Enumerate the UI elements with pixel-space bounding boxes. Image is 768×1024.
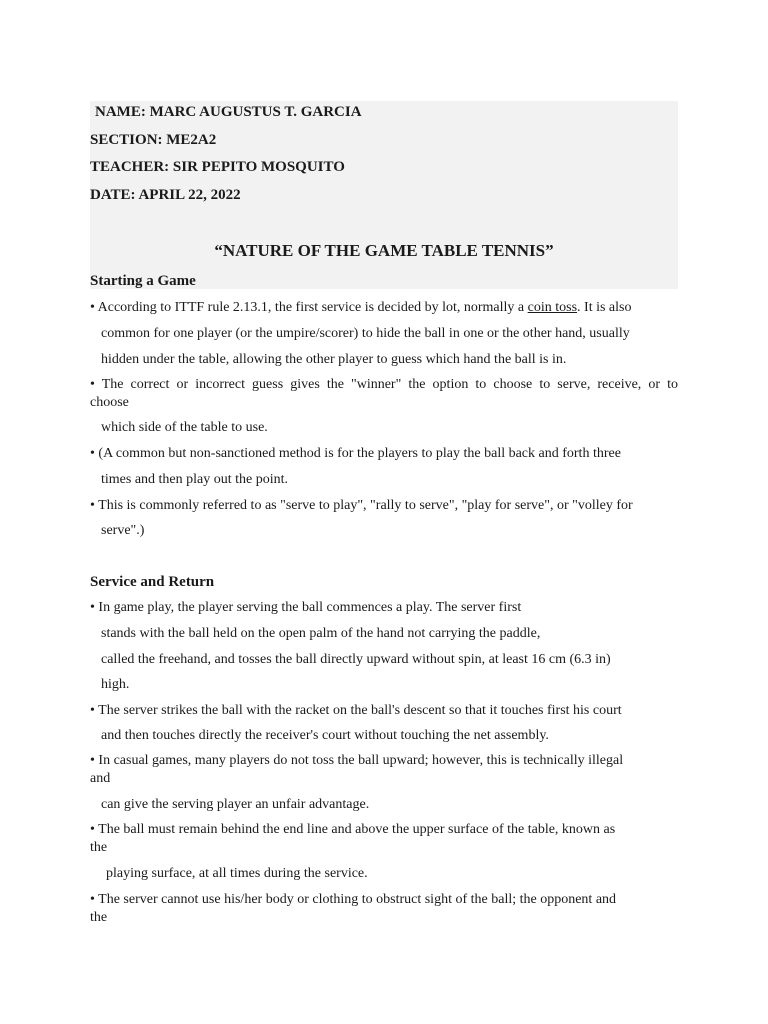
service-bullet-1-line-4: high. <box>101 677 130 692</box>
student-name: NAME: MARC AUGUSTUS T. GARCIA <box>95 104 362 120</box>
service-bullet-1-line-3: called the freehand, and tosses the ball directly upward without spin, at least 16 cm (6.3 in) <box>101 652 611 667</box>
starting-bullet-1-text-end: . It is also <box>577 300 632 315</box>
starting-bullet-2-line-2: choose <box>90 395 129 410</box>
starting-bullet-3: • (A common but non-sanctioned method is for the players to play the ball back and forth three <box>90 446 621 461</box>
starting-bullet-1-line-3: hidden under the table, allowing the other player to guess which hand the ball is in. <box>101 352 567 367</box>
starting-bullet-3-line-2: times and then play out the point. <box>101 472 289 487</box>
section-heading-starting: Starting a Game <box>90 273 196 289</box>
service-bullet-4-line-2: the <box>90 840 108 855</box>
document-title: “NATURE OF THE GAME TABLE TENNIS” <box>214 241 554 260</box>
submission-date: DATE: APRIL 22, 2022 <box>90 187 241 203</box>
starting-bullet-1-text: • According to ITTF rule 2.13.1, the first service is decided by lot, normally a <box>90 300 528 315</box>
starting-bullet-2-line-3: which side of the table to use. <box>101 420 268 435</box>
service-bullet-2-line-2: and then touches directly the receiver's court without touching the net assembly. <box>101 728 549 743</box>
service-bullet-3-line-2: and <box>90 771 111 786</box>
starting-bullet-1-line-2: common for one player (or the umpire/scorer) to hide the ball in one or the other hand, usually <box>101 326 630 341</box>
service-bullet-2: • The server strikes the ball with the racket on the ball's descent so that it touches first his court <box>90 703 622 718</box>
starting-bullet-2: • The correct or incorrect guess gives the "winner" the option to choose to serve, receive, or to <box>90 377 678 392</box>
service-bullet-1-line-2: stands with the ball held on the open palm of the hand not carrying the paddle, <box>101 626 541 641</box>
coin-toss-link[interactable]: coin toss <box>527 300 578 315</box>
service-bullet-3: • In casual games, many players do not toss the ball upward; however, this is technically illegal <box>90 753 624 768</box>
service-bullet-3-line-3: can give the serving player an unfair advantage. <box>101 797 370 812</box>
service-bullet-1: • In game play, the player serving the ball commences a play. The server first <box>90 600 522 615</box>
student-section: SECTION: ME2A2 <box>90 132 217 148</box>
teacher-name: TEACHER: SIR PEPITO MOSQUITO <box>90 159 345 175</box>
section-heading-service: Service and Return <box>90 574 215 590</box>
starting-bullet-4: • This is commonly referred to as "serve to play", "rally to serve", "play for serve", or "volley for <box>90 498 633 513</box>
service-bullet-5: • The server cannot use his/her body or clothing to obstruct sight of the ball; the opponent and <box>90 892 617 907</box>
service-bullet-4: • The ball must remain behind the end line and above the upper surface of the table, known as <box>90 822 616 837</box>
service-bullet-5-line-2: the <box>90 910 108 925</box>
starting-bullet-4-line-2: serve".) <box>101 523 145 538</box>
service-bullet-4-line-3: playing surface, at all times during the service. <box>106 866 368 881</box>
starting-bullet-1 <box>90 299 631 317</box>
